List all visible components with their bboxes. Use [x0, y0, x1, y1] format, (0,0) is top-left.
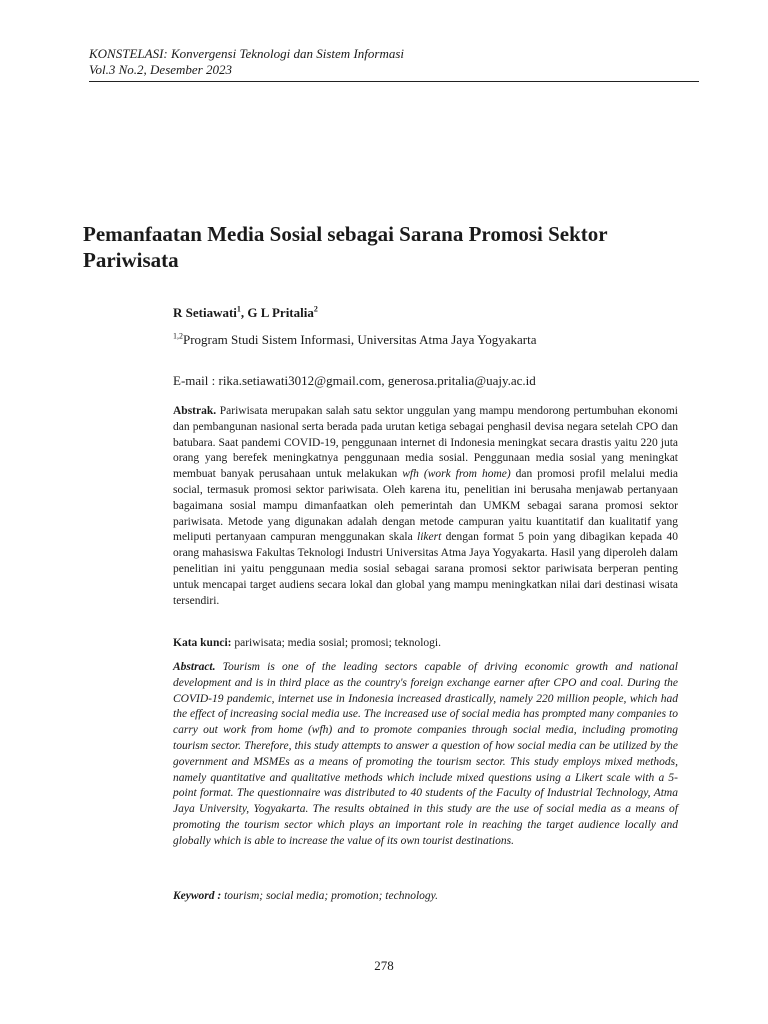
author-2-sup: 2 [313, 304, 318, 314]
abstract-wfh: wfh (work from home) [402, 468, 511, 481]
keywords-en-text: tourism; social media; promotion; technology. [221, 890, 439, 902]
journal-volume: Vol.3 No.2, Desember 2023 [89, 62, 232, 77]
keywords-english [173, 890, 678, 902]
affiliation-sup: 1,2 [173, 331, 183, 341]
affiliation [173, 332, 537, 348]
abstract-part-1: Pariwisata merupakan salah satu sektor unggulan yang mampu mendorong pertumbuhan ekonomi dan pembangunan nasional serta berada pada urutan ketiga sebagai penghasil devisa negara setelah CPO dan batubara. Saat pandemi COVID-19, penggunaan internet di Indonesia meningkat secara drastis yaitu 220 juta orang yang berefek meningkatnya penggunaan media sosial. Penggunaan media sosial yang meningkat membuat banyak perusahaan untuk melakukan [173, 405, 678, 481]
author-1: R Setiawati [173, 305, 237, 320]
keywords-indonesian [173, 636, 678, 651]
abstract-part-2: dan promosi profil melalui media social, termasuk promosi sektor pariwisata. Oleh karena itu, penelitian ini berusaha menjawab pertanyaan bagaimana sosial mampu dimanfaatkan oleh pemerintah dan UMKM sebagai sarana promosi sektor pariwisata. Metode yang digunakan adalah dengan metode campuran yaitu kuantitatif dan kualitatif yang meliputi pertanyaan campuran menggunakan skala [173, 468, 679, 544]
abstract-en-text: Tourism is one of the leading sectors capable of driving economic growth and national development and is in third place as the country's foreign exchange earner after CPO and coal. During the COVID-19 pandemic, internet use in Indonesia increased drastically, namely 220 million people, which had the effect of increasing social media use. The increased use of social media has prompted many companies to carry out work from home (wfh) and to promote companies through social media, including promoting tourism sector. Therefore, this study attempts to answer a question of how social media can be utilized by the government and MSMEs as a means of promoting the tourism sector. This study employs mixed methods, namely quantitative and qualitative methods which include mixed questions using a Likert scale with a 5-point format. The questionnaire was distributed to 40 students of the Faculty of Industrial Technology, Atma Jaya University, Yogyakarta. The results obtained in this study are the use of social media as a means of promoting the tourism sector which plays an important role in reaching the target audience locally and globally which is able to increase the value of its own tourist destinations. [173, 661, 678, 847]
keywords-text: pariwisata; media sosial; promosi; teknologi. [231, 637, 441, 649]
affiliation-text: Program Studi Sistem Informasi, Universitas Atma Jaya Yogyakarta [183, 332, 537, 347]
keywords-label: Kata kunci: [173, 637, 232, 649]
page-number: 278 [374, 958, 394, 973]
author-list [173, 305, 318, 321]
author-1-sup: 1 [236, 304, 241, 314]
abstract-english [173, 660, 678, 850]
journal-header [89, 46, 699, 82]
author-2: G L Pritalia [247, 305, 314, 320]
paper-title: Pemanfaatan Media Sosial sebagai Sarana Promosi Sektor Pariwisata [83, 222, 608, 272]
abstract-likert: likert [417, 531, 442, 544]
abstract-part-3: dengan format 5 poin yang dibagikan kepada 40 orang mahasiswa Fakultas Teknologi Industri Universitas Atma Jaya Yogyakarta. Hasil yang diperoleh dalam penelitian ini yaitu penggunaan media sosial sebagai sarana promosi sektor pariwisata berperan penting untuk mencapai target audiens secara lokal dan global yang mampu meningkatkan nilai dari destinasi wisata tersendiri. [173, 531, 678, 607]
abstract-label: Abstrak. [173, 405, 217, 417]
journal-name: KONSTELASI: Konvergensi Teknologi dan Sistem Informasi [89, 46, 405, 61]
author-separator: , [240, 305, 248, 320]
keywords-en-label: Keyword : [173, 890, 222, 902]
abstract-en-label: Abstract. [173, 661, 216, 673]
abstract-indonesian [173, 404, 678, 609]
email-line: E-mail : rika.setiawati3012@gmail.com, generosa.pritalia@uajy.ac.id [173, 373, 536, 388]
